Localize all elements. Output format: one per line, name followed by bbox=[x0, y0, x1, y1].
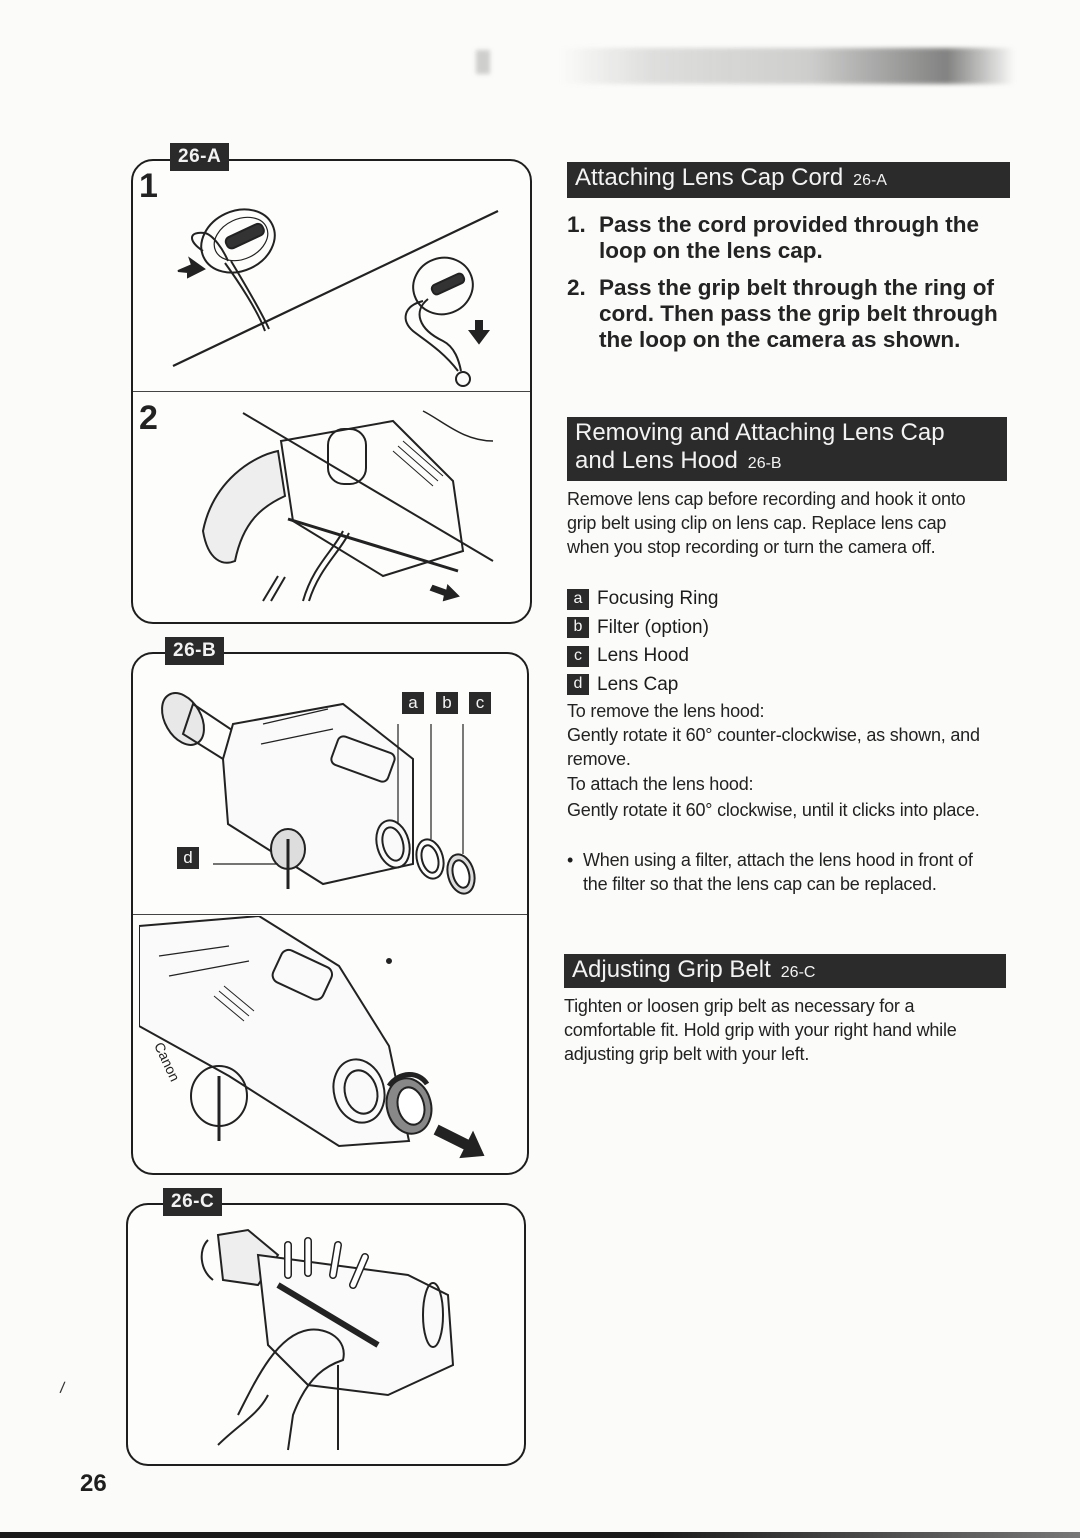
section-header-attaching-lens-cap-cord bbox=[567, 162, 1010, 198]
camcorder-lens-parts-illustration bbox=[143, 664, 521, 909]
remove-hood-heading: To remove the lens hood: bbox=[567, 701, 765, 721]
figure-tag-26b: 26-B bbox=[165, 637, 224, 665]
figure-tag-26c: 26-C bbox=[163, 1188, 222, 1216]
lens-cap-cord-illustration bbox=[143, 171, 523, 391]
section-title: Adjusting Grip Belt bbox=[572, 956, 771, 983]
step-item bbox=[567, 275, 1017, 353]
panel-divider bbox=[133, 391, 530, 392]
remove-hood-text: Gently rotate it 60° counter-clockwise, as shown, and remove. bbox=[567, 725, 980, 769]
panel-divider bbox=[133, 914, 527, 915]
legend-key: b bbox=[567, 617, 589, 638]
lens-cap-cord-steps bbox=[567, 212, 1017, 364]
callout-a: a bbox=[402, 692, 424, 714]
scan-artifact bbox=[560, 48, 1015, 84]
step-text: Pass the grip belt through the ring of cord. Then pass the grip belt through the loop on the camera as shown. bbox=[599, 275, 998, 352]
callout-c: c bbox=[469, 692, 491, 714]
figure-tag-26a: 26-A bbox=[170, 143, 229, 171]
filter-note-text: When using a filter, attach the lens hood in front of the filter so that the lens cap can be replaced. bbox=[583, 850, 973, 894]
step-text: Pass the cord provided through the loop on the lens cap. bbox=[599, 212, 980, 263]
figure-reference: 26-B bbox=[747, 455, 782, 472]
attach-hood-heading: To attach the lens hood: bbox=[567, 774, 754, 794]
lens-hood-removal-illustration bbox=[139, 916, 525, 1166]
legend-item bbox=[567, 671, 718, 700]
note-bullet: • bbox=[567, 850, 574, 870]
lens-cap-intro-text: Remove lens cap before recording and hook it onto grip belt using clip on lens cap. Replace lens cap when you stop recording or turn the camera off. bbox=[567, 489, 966, 557]
section-header-lens-cap-and-hood bbox=[567, 417, 1007, 481]
legend-item bbox=[567, 585, 718, 614]
figure-reference: 26-C bbox=[780, 964, 816, 981]
grip-belt-text: Tighten or loosen grip belt as necessary for a comfortable fit. Hold grip with your right hand while adjusting grip belt with your left. bbox=[564, 996, 957, 1064]
svg-text:Canon: Canon bbox=[151, 1039, 184, 1084]
legend-item bbox=[567, 642, 718, 671]
section-title-line2: and Lens Hood bbox=[575, 447, 738, 474]
legend-label: Lens Cap bbox=[597, 673, 679, 695]
grip-belt-adjustment-illustration bbox=[188, 1215, 488, 1455]
scan-edge bbox=[0, 1532, 1080, 1538]
page-number: 26 bbox=[80, 1470, 107, 1497]
legend-key: d bbox=[567, 674, 589, 695]
section-header-adjusting-grip-belt bbox=[564, 954, 1006, 988]
legend-label: Focusing Ring bbox=[597, 588, 719, 609]
legend-key: c bbox=[567, 646, 589, 667]
figure-reference: 26-A bbox=[853, 172, 887, 189]
grip-belt-cord-illustration bbox=[193, 401, 503, 611]
section-title: Attaching Lens Cap Cord bbox=[575, 164, 844, 191]
scan-artifact: / bbox=[58, 1379, 66, 1398]
callout-b: b bbox=[436, 692, 458, 714]
legend-item bbox=[567, 614, 718, 643]
step-item bbox=[567, 212, 1017, 264]
legend-label: Lens Hood bbox=[597, 645, 689, 666]
step-number-2: 2 bbox=[139, 399, 158, 437]
figure-panel-26b bbox=[131, 652, 529, 1175]
legend-key: a bbox=[567, 589, 589, 610]
callout-d: d bbox=[177, 847, 199, 869]
parts-legend bbox=[567, 585, 718, 699]
scan-artifact bbox=[476, 50, 490, 74]
attach-hood-text: Gently rotate it 60° clockwise, until it clicks into place. bbox=[567, 800, 980, 820]
section-title-line1: Removing and Attaching Lens Cap bbox=[575, 419, 945, 446]
legend-label: Filter (option) bbox=[597, 616, 709, 638]
figure-panel-26c bbox=[126, 1203, 526, 1466]
step-number-1: 1 bbox=[139, 167, 158, 205]
figure-panel-26a bbox=[131, 159, 532, 624]
step-number: 2. bbox=[567, 275, 586, 300]
step-number: 1. bbox=[567, 212, 586, 237]
